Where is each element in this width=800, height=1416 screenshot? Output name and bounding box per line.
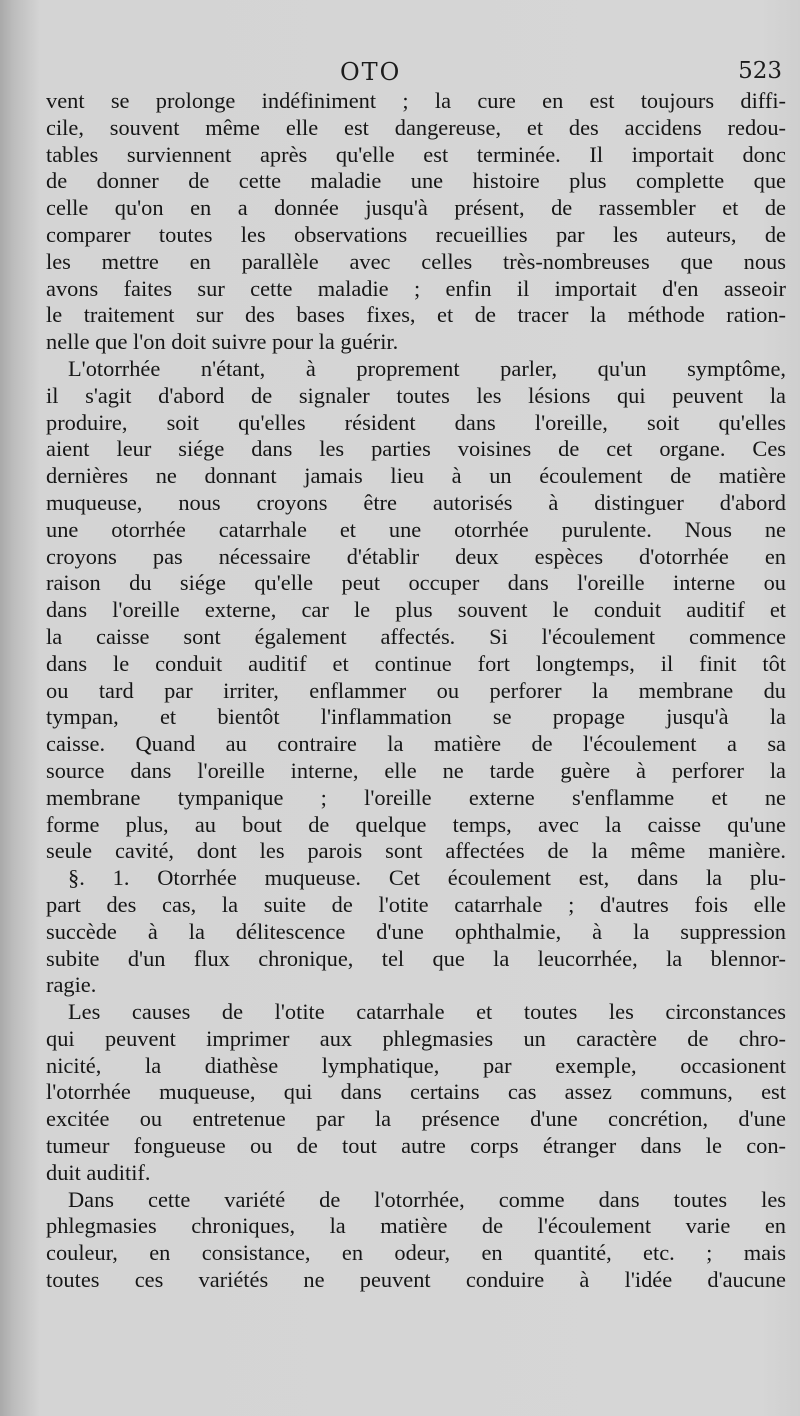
page-number: 523 (738, 58, 782, 84)
text-line: dans le conduit auditif et continue fort longtemps, il finit tôt (46, 650, 786, 676)
running-head: OTO (340, 58, 402, 86)
text-line: raison du siége qu'elle peut occuper dans l'oreille interne ou (46, 570, 786, 596)
text-line: succède à la délitescence d'une ophthalmie, à la suppression (46, 918, 786, 944)
text-line: les mettre en parallèle avec celles très-nombreuses que nous (46, 248, 786, 274)
text-line: nelle que l'on doit suivre pour la guérir. (46, 329, 399, 355)
text-line: comparer toutes les observations recueillies par les auteurs, de (46, 221, 786, 247)
text-line: croyons pas nécessaire d'établir deux espèces d'otorrhée en (46, 543, 786, 569)
text-line: phlegmasies chroniques, la matière de l'écoulement varie en (46, 1213, 786, 1239)
text-line: de donner de cette maladie une histoire plus complette que (46, 168, 786, 194)
text-line: qui peuvent imprimer aux phlegmasies un caractère de chro- (46, 1025, 786, 1051)
text-line: caisse. Quand au contraire la matière de l'écoulement a sa (46, 731, 786, 757)
text-line: ragie. (46, 972, 97, 998)
text-line: part des cas, la suite de l'otite catarrhale ; d'autres fois elle (46, 891, 786, 917)
text-line: vent se prolonge indéfiniment ; la cure en est toujours diffi- (46, 88, 786, 113)
text-line: avons faites sur cette maladie ; enfin il importait d'en asseoir (46, 275, 786, 301)
text-line: l'otorrhée muqueuse, qui dans certains cas assez communs, est (46, 1079, 786, 1105)
text-line: tables surviennent après qu'elle est terminée. Il importait donc (46, 141, 786, 167)
text-line: dernières ne donnant jamais lieu à un écoulement de matière (46, 463, 786, 489)
text-line: tympan, et bientôt l'inflammation se propage jusqu'à la (46, 704, 786, 730)
text-line: dans l'oreille externe, car le plus souvent le conduit auditif et (46, 597, 786, 623)
text-line: seule cavité, dont les parois sont affectées de la même manière. (46, 838, 786, 864)
text-line: couleur, en consistance, en odeur, en quantité, etc. ; mais (46, 1240, 786, 1266)
text-line: aient leur siége dans les parties voisines de cet organe. Ces (46, 436, 786, 462)
text-line: duit auditif. (46, 1159, 151, 1185)
text-line: §. 1. Otorrhée muqueuse. Cet écoulement est, dans la plu- (68, 865, 786, 891)
text-line: toutes ces variétés ne peuvent conduire à l'idée d'aucune (46, 1267, 786, 1293)
text-line: nicité, la diathèse lymphatique, par exemple, occasionent (46, 1052, 786, 1078)
text-line: la caisse sont également affectés. Si l'écoulement commence (46, 623, 786, 649)
text-line: produire, soit qu'elles résident dans l'oreille, soit qu'elles (46, 409, 786, 435)
text-line: il s'agit d'abord de signaler toutes les lésions qui peuvent la (46, 382, 786, 408)
text-line: ou tard par irriter, enflammer ou perforer la membrane du (46, 677, 786, 703)
text-line: membrane tympanique ; l'oreille externe s'enflamme et ne (46, 784, 786, 810)
text-line: source dans l'oreille interne, elle ne tarde guère à perforer la (46, 757, 786, 783)
text-line: subite d'un flux chronique, tel que la leucorrhée, la blennor- (46, 945, 786, 971)
text-line: forme plus, au bout de quelque temps, avec la caisse qu'une (46, 811, 786, 837)
text-line: Dans cette variété de l'otorrhée, comme dans toutes les (68, 1186, 786, 1212)
page-header (0, 58, 800, 88)
text-line: tumeur fongueuse ou de tout autre corps étranger dans le con- (46, 1133, 786, 1159)
text-line: une otorrhée catarrhale et une otorrhée purulente. Nous ne (46, 516, 786, 542)
text-line: celle qu'on en a donnée jusqu'à présent, de rassembler et de (46, 195, 786, 221)
text-line: muqueuse, nous croyons être autorisés à distinguer d'abord (46, 489, 786, 515)
text-line: le traitement sur des bases fixes, et de tracer la méthode ration- (46, 302, 786, 328)
text-line: cile, souvent même elle est dangereuse, et des accidens redou- (46, 114, 786, 140)
body-text (46, 88, 786, 1294)
text-line: L'otorrhée n'étant, à proprement parler, qu'un symptôme, (68, 355, 786, 381)
text-line: Les causes de l'otite catarrhale et toutes les circonstances (68, 999, 786, 1025)
text-line: excitée ou entretenue par la présence d'une concrétion, d'une (46, 1106, 786, 1132)
